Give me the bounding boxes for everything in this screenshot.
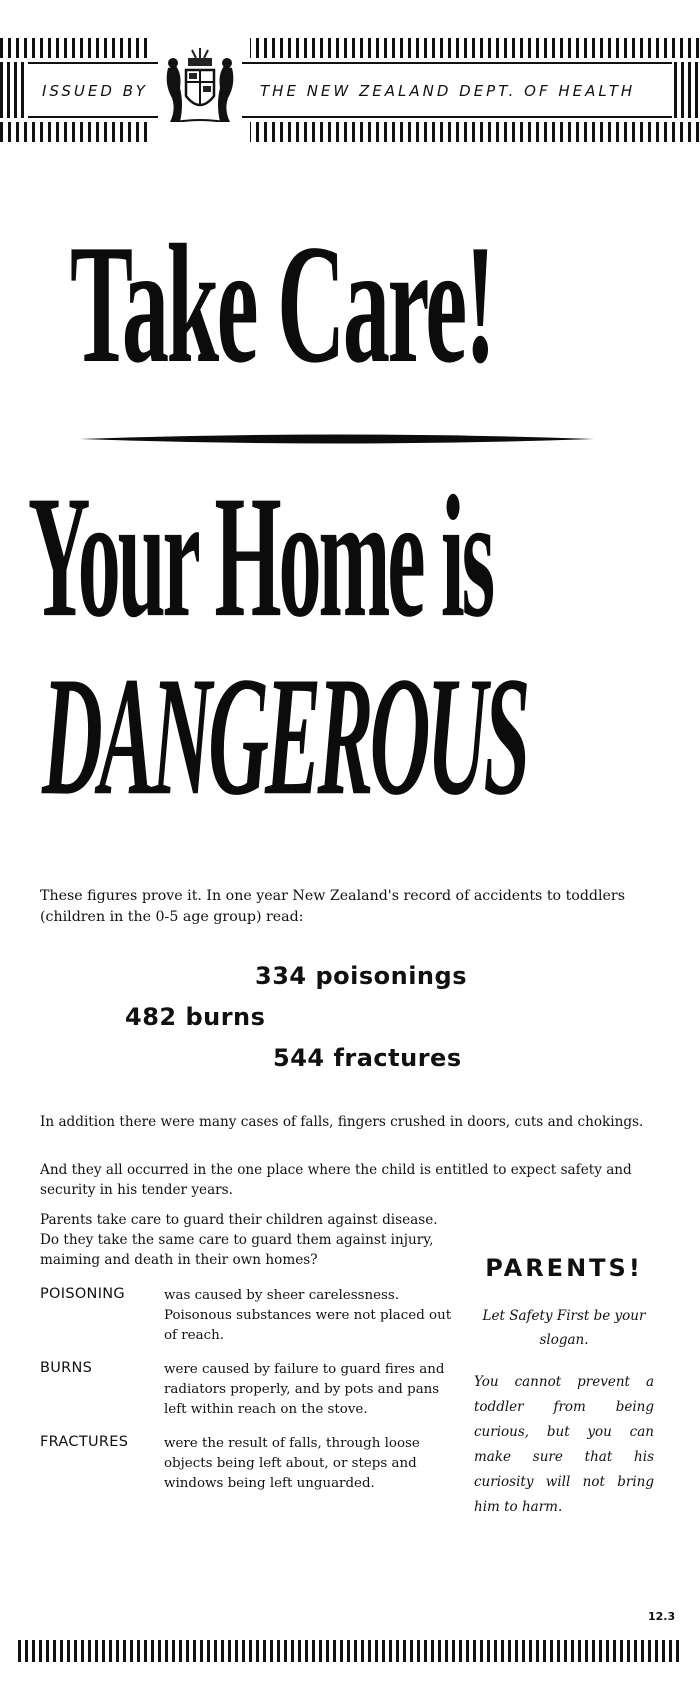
stat-fractures: 544 fractures: [273, 1044, 462, 1072]
stat-poisonings: 334 poisonings: [255, 962, 467, 990]
department-label: THE NEW ZEALAND DEPT. OF HEALTH: [260, 82, 636, 100]
intro-paragraph: These figures prove it. In one year New Zealand's record of accidents to toddlers (children in the 0-5 age group) read:: [40, 888, 625, 925]
headline-divider: [80, 432, 594, 446]
cause-text: were the result of falls, through loose objects being left about, or steps and windows being left unguarded.: [164, 1436, 420, 1491]
issued-by-label: ISSUED BY: [42, 82, 148, 100]
headline-dangerous: DANGEROUS: [42, 643, 527, 832]
cause-label: FRACTURES: [40, 1434, 129, 1450]
paragraph-additional-cases: In addition there were many cases of falls, fingers crushed in doors, cuts and chokings.: [40, 1114, 644, 1130]
headline-take-care: Take Care!: [70, 209, 494, 399]
cause-label: BURNS: [40, 1360, 93, 1376]
publication-code: 12.3: [648, 1610, 676, 1623]
sidebar-title: PARENTS!: [485, 1254, 643, 1282]
cause-item-fractures: [40, 1434, 460, 1494]
sidebar-slogan: Let Safety First be your slogan.: [482, 1308, 646, 1348]
banner-right-bars: [674, 62, 700, 118]
banner-top-stripes: [0, 38, 700, 58]
parents-sidebar: [474, 1254, 654, 1520]
stat-burns: 482 burns: [125, 1003, 266, 1031]
causes-list: [40, 1286, 460, 1508]
sidebar-body: You cannot prevent a toddler from being curious, but you can make sure that his curiosity will not bring him to harm.: [474, 1374, 654, 1515]
top-banner: [0, 38, 700, 142]
cause-label: POISONING: [40, 1286, 125, 1302]
bottom-stripes: [18, 1640, 682, 1662]
cause-item-burns: [40, 1360, 460, 1420]
cause-item-poisoning: [40, 1286, 460, 1346]
paragraph-home-safety: And they all occurred in the one place where the child is entitled to expect safety and security in his tender years.: [40, 1162, 632, 1198]
cause-text: was caused by sheer carelessness. Poisonous substances were not placed out of reach.: [164, 1288, 452, 1343]
headline-your-home-is: Your Home is: [28, 461, 493, 655]
cause-text: were caused by failure to guard fires and radiators properly, and by pots and pans left within reach on the stove.: [164, 1362, 445, 1417]
paragraph-parents-question: Parents take care to guard their children against disease. Do they take the same care to guard them against injury, maiming and death in their own homes?: [40, 1212, 438, 1268]
banner-left-bars: [0, 62, 26, 118]
banner-bottom-stripes: [0, 122, 700, 142]
